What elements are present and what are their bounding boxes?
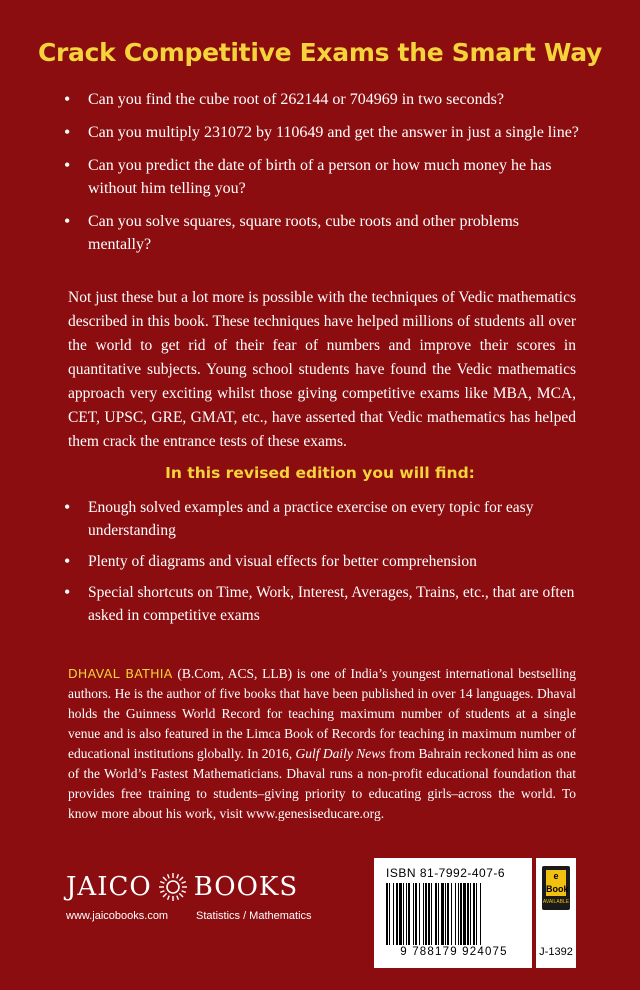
list-item: • Can you multiply 231072 by 110649 and get the answer in just a single line? bbox=[64, 121, 584, 144]
barcode-panel bbox=[374, 858, 532, 968]
bio-text-1: (B.Com, ACS, LLB) is one of India’s youngest international bestselling authors. He is the author of five books that have been published in over 14 languages. Dhaval holds the Guinness World Record for teaching maximum number of students at a single venue and is also featured in the Limca Book of Records for teaching in maximum number of educational institutions globally. In 2016, bbox=[68, 666, 576, 761]
list-item: • Special shortcuts on Time, Work, Interest, Averages, Trains, etc., that are often asked in competitive exams bbox=[64, 581, 584, 627]
list-item: • Can you find the cube root of 262144 or 704969 in two seconds? bbox=[64, 88, 584, 111]
barcode-icon bbox=[384, 883, 524, 945]
book-category: Statistics / Mathematics bbox=[196, 910, 312, 922]
barcode-number: 9 788179 924075 bbox=[400, 946, 508, 958]
publisher-name-right: BOOKS bbox=[193, 872, 299, 902]
publisher-url: www.jaicobooks.com bbox=[66, 910, 169, 922]
catalog-code: J-1392 bbox=[539, 946, 573, 958]
isbn-label: ISBN 81-7992-407-6 bbox=[386, 866, 506, 880]
ebook-panel bbox=[536, 858, 576, 968]
ebook-tag: AVAILABLE bbox=[542, 899, 570, 905]
author-bio bbox=[68, 664, 576, 824]
publisher-name-left: JAICO bbox=[66, 872, 152, 902]
ebook-sub: Book bbox=[546, 884, 569, 894]
list-item: • Enough solved examples and a practice exercise on every topic for easy understanding bbox=[64, 496, 584, 542]
ebook-icon bbox=[542, 866, 570, 910]
question-list bbox=[64, 88, 584, 266]
bio-text-2: from Bahrain reckoned him as one of the World’s Fastest Mathematicians. Dhaval runs a non-profit educational foundation that provides free training to students–giving priority to educating girls–across the world. To know more about his work, visit www.genesiseducare.org. bbox=[68, 746, 576, 821]
feature-list bbox=[64, 496, 584, 635]
sun-logo-icon bbox=[158, 872, 188, 902]
back-cover-title: Crack Competitive Exams the Smart Way bbox=[37, 38, 603, 67]
newspaper-name: Gulf Daily News bbox=[295, 746, 386, 761]
publisher-logo bbox=[66, 872, 298, 902]
list-item: • Can you predict the date of birth of a person or how much money he has without him telling you? bbox=[64, 154, 584, 200]
ebook-label: e bbox=[553, 871, 559, 881]
intro-paragraph: Not just these but a lot more is possible with the techniques of Vedic mathematics described in this book. These techniques have helped millions of students all over the world to get rid of their fear of numbers and improve their scores in quantitative subjects. Young school students have found the Vedic mathematics approach very exciting whilst those giving competitive exams like MBA, MCA, CET, UPSC, GRE, GMAT, etc., have asserted that Vedic mathematics has helped them crack the entrance tests of these exams. bbox=[68, 289, 576, 450]
list-item: • Plenty of diagrams and visual effects for better comprehension bbox=[64, 550, 584, 573]
features-heading: In this revised edition you will find: bbox=[165, 464, 475, 482]
list-item: • Can you solve squares, square roots, cube roots and other problems mentally? bbox=[64, 210, 584, 256]
author-name: DHAVAL BATHIA bbox=[68, 666, 173, 681]
